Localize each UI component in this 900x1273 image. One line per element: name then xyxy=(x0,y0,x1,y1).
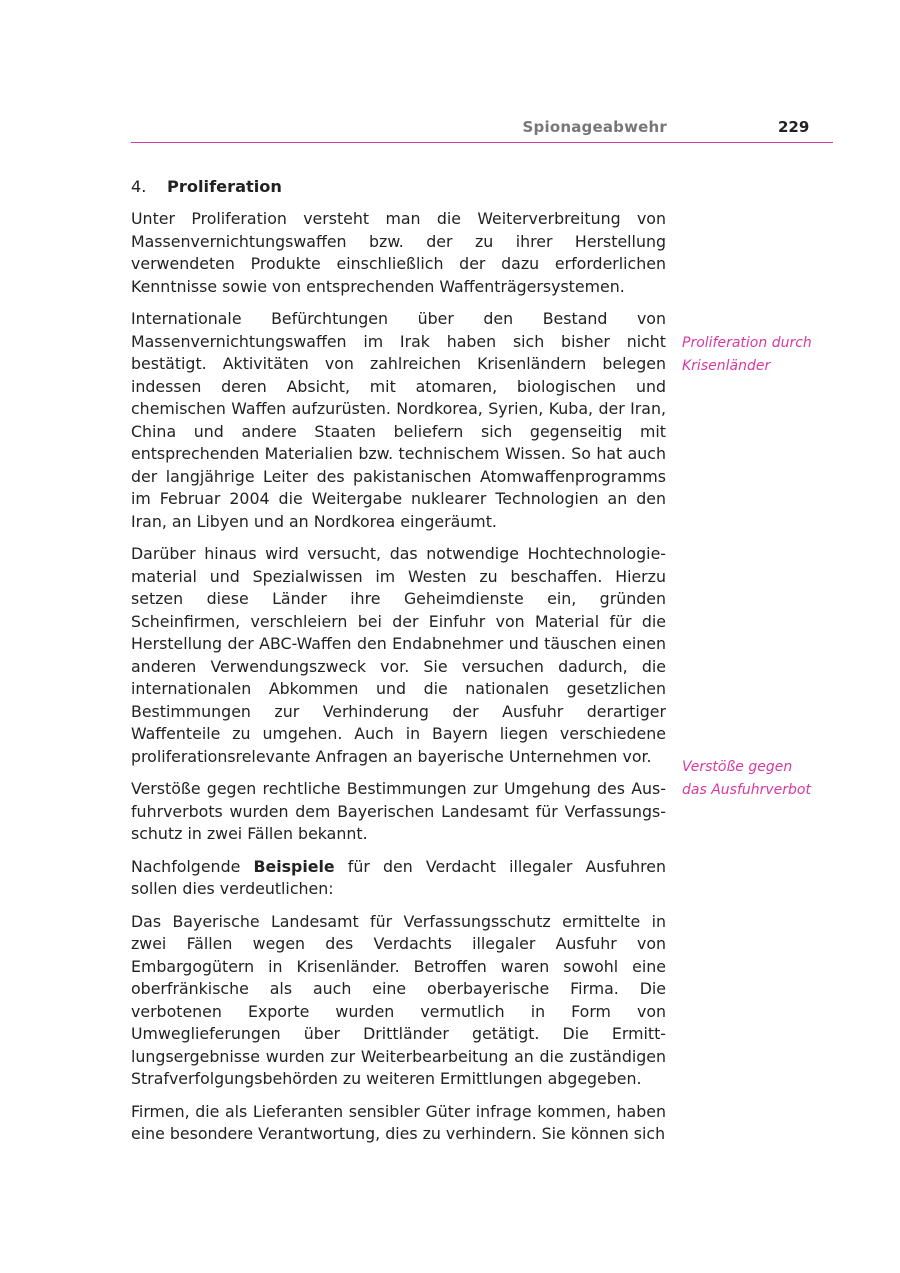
section-heading xyxy=(131,174,666,200)
margin-note-line: Verstöße gegen xyxy=(682,759,793,775)
paragraph-procurement: Darüber hinaus wird versucht, das notwendige Hochtechnologiematerial und Spezialwissen im Westen zu beschaffen. Hierzu setzen diese Länder ihre Geheimdienste ein, gründen Scheinfirmen, verschleiern bei der Einfuhr von Material für die Herstellung der ABC-Waffen den Endabnehmer und täuschen einen anderen Verwendungszweck vor. Sie versuchen dadurch, die internationalen Abkommen und die nationalen gesetzlichen Bestimmungen zur Verhinderung der Ausfuhr derartiger Waffenteile zu umgehen. Auch in Bayern liegen verschiedene proliferationsrelevante Anfragen an bayerische Unternehmen vor. xyxy=(131,544,666,766)
paragraph-definition: Unter Proliferation versteht man die Weiterverbreitung von Massenvernichtungswaffen bzw. der zu ihrer Herstellung verwendeten Produkte einschließlich der dazu erforderlichen Kenntnisse sowie von entsprechenden Waffenträgersystemen. xyxy=(131,209,666,296)
paragraph-investigation: Das Bayerische Landesamt für Verfassungsschutz ermittelte in zwei Fällen wegen des Verdachts illegaler Ausfuhr von Embargogütern in Krisenländer. Betroffen waren sowohl eine oberfränkische als auch eine oberbayerische Firma. Die verbotenen Exporte wurden vermutlich in Form von Umweglieferungen über Drittländer getätigt. Die Ermittlungsergebnisse wurden zur Weiterbearbeitung an die zuständigen Strafverfolgungsbehörden zu weiteren Ermittlungen abgegeben. xyxy=(131,911,666,1088)
paragraph-violations: Verstöße gegen rechtliche Bestimmungen zur Umgehung des Ausfuhrverbots wurden dem Bayerischen Landesamt für Verfassungsschutz in zwei Fällen bekannt. xyxy=(131,779,666,843)
margin-note-proliferation xyxy=(682,332,842,377)
running-title: Spionageabwehr xyxy=(522,118,667,136)
main-text-column xyxy=(131,174,666,1156)
margin-note-export-ban xyxy=(682,756,842,801)
section-number: 4. xyxy=(131,177,147,196)
paragraph-companies: Firmen, die als Lieferanten sensibler Güter infrage kommen, haben eine besondere Verantwortung, dies zu verhindern. Sie können sich xyxy=(131,1101,666,1143)
margin-note-line: das Ausfuhrverbot xyxy=(682,781,811,798)
examples-intro-bold: Beispiele xyxy=(253,856,335,876)
page-header xyxy=(131,116,833,143)
examples-intro-after: für den Verdacht illegaler Ausfuhren sollen dies verdeutlichen: xyxy=(131,856,666,898)
examples-intro-before: Nachfolgende xyxy=(131,856,254,876)
paragraph-examples-intro xyxy=(131,856,666,901)
margin-note-line: Proliferation durch xyxy=(682,335,812,351)
paragraph-international-concerns: Internationale Befürchtungen über den Bestand von Massenvernichtungswaffen im Irak haben sich bisher nicht bestätigt. Aktivitäten von zahlreichen Krisenländern belegen indessen deren Absicht, mit atomaren, biologischen und chemischen Waffen aufzurüsten. Nordkorea, Syrien, Kuba, der Iran, China und andere Staaten beliefern sich gegenseitig mit entsprechenden Materialien bzw. technischem Wissen. So hat auch der langjährige Leiter des pakistanischen Atomwaffenprogramms im Februar 2004 die Weitergabe nuklearer Technologien an den Iran, an Libyen und an Nordkorea eingeräumt. xyxy=(131,309,666,531)
section-title: Proliferation xyxy=(167,177,282,196)
margin-note-line: Krisenländer xyxy=(682,357,771,374)
page-number: 229 xyxy=(778,118,810,136)
